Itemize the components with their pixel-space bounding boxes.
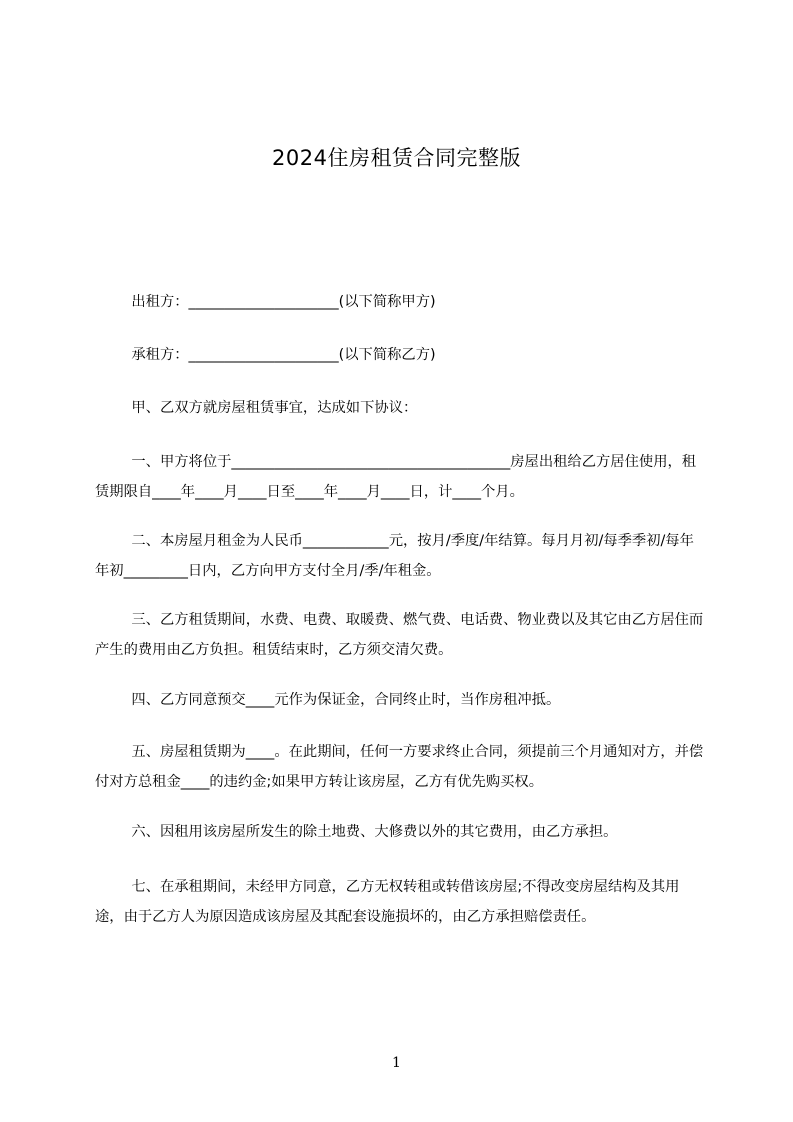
agreement-intro: 甲、乙双方就房屋租赁事宜，达成如下协议：	[95, 400, 418, 416]
clause-5: 五、房屋租赁期为____。在此期间，任何一方要求终止合同，须提前三个月通知对方，并偿付对方总租金____的违约金;如果甲方转让该房屋，乙方有优先购买权。	[95, 744, 704, 790]
clause-1: 一、甲方将位于_______________________________________房屋出租给乙方居住使用，租赁期限自____年____月____日至____年____月____日，计____个月。	[95, 454, 697, 500]
document-title: 2024住房租赁合同完整版	[272, 146, 521, 170]
page-number: 1	[392, 1055, 401, 1071]
clause-7: 七、在承租期间，未经甲方同意，乙方无权转租或转借该房屋;不得改变房屋结构及其用途，由于乙方人为原因造成该房屋及其配套设施损坏的，由乙方承担赔偿责任。	[95, 879, 680, 925]
clause-2: 二、本房屋月租金为人民币____________元，按月/季度/年结算。每月月初/每季季初/每年年初_________日内，乙方向甲方支付全月/季/年租金。	[95, 533, 694, 579]
lessee-line: 承租方：_____________________(以下简称乙方)	[95, 347, 436, 363]
lessor-line: 出租方：_____________________(以下简称甲方)	[95, 294, 436, 310]
clause-6: 六、因租用该房屋所发生的除土地费、大修费以外的其它费用，由乙方承担。	[95, 824, 618, 840]
clause-4: 四、乙方同意预交____元作为保证金，合同终止时，当作房租冲抵。	[95, 692, 561, 708]
clause-3: 三、乙方租赁期间，水费、电费、取暖费、燃气费、电话费、物业费以及其它由乙方居住而产生的费用由乙方负担。租赁结束时，乙方须交清欠费。	[95, 612, 704, 658]
